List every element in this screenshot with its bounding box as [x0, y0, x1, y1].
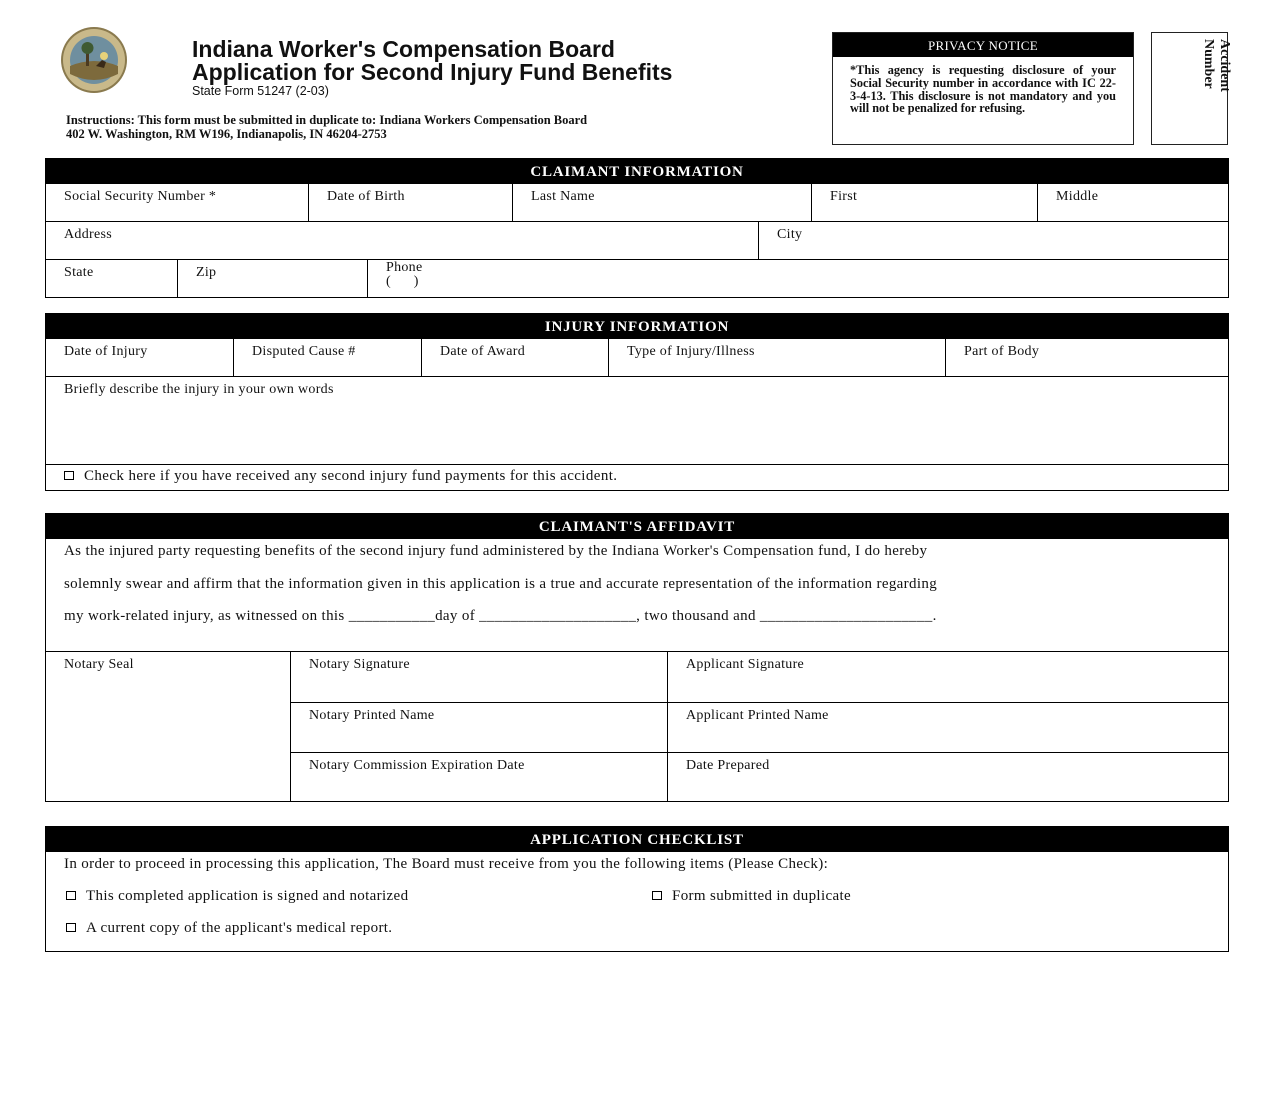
date-of-award-label: Date of Award [440, 344, 526, 359]
privacy-notice-text: *This agency is requesting disclosure of your Social Security number in accordance with IC 22-3-4-13. This disclosure is not mandatory and you will not be penalized for refusing. [850, 63, 1116, 116]
city-field[interactable] [758, 222, 1228, 259]
affidavit-line-3: my work-related injury, as witnessed on this ___________day of ____________________, two thousand and ______________________. [64, 608, 937, 624]
accident-number-label: Accident Number [1201, 39, 1232, 92]
zip-label: Zip [196, 265, 217, 280]
affidavit-signature-grid [46, 651, 1228, 801]
affidavit-line-2: solemnly swear and affirm that the information given in this application is a true and accurate representation of the information regarding [64, 576, 938, 592]
signature-fields [290, 652, 1228, 801]
claimant-information-section [45, 158, 1229, 298]
part-of-body-field[interactable] [945, 339, 1228, 376]
date-of-injury-field[interactable] [46, 339, 233, 376]
last-name-label: Last Name [531, 189, 595, 204]
claimant-information-title: CLAIMANT INFORMATION [46, 159, 1228, 184]
first-name-field[interactable] [811, 184, 1037, 221]
state-seal-logo [60, 26, 128, 94]
phone-field[interactable] [367, 260, 1228, 297]
affidavit-statement [46, 539, 1228, 652]
city-label: City [777, 227, 803, 242]
ssn-field[interactable] [46, 184, 308, 221]
payments-received-label: Check here if you have received any second injury fund payments for this accident. [84, 468, 618, 484]
form-subtitle: Application for Second Injury Fund Benefits [192, 59, 673, 85]
checklist-intro: In order to proceed in processing this application, The Board must receive from you the following items (Please Check): [64, 856, 829, 872]
claimant-row-1 [46, 184, 1228, 221]
dob-label: Date of Birth [327, 189, 405, 204]
injury-information-title: INJURY INFORMATION [46, 314, 1228, 339]
type-of-injury-label: Type of Injury/Illness [627, 344, 755, 359]
payments-received-option [46, 465, 1228, 490]
signed-notarized-checkbox[interactable] [66, 891, 76, 900]
checklist-item-duplicate [652, 888, 851, 905]
ssn-label: Social Security Number * [64, 189, 217, 204]
claimant-row-2 [46, 221, 1228, 259]
instructions-line-2: 402 W. Washington, RM W196, Indianapolis, IN 46204-2753 [66, 127, 387, 141]
claimant-affidavit-title: CLAIMANT'S AFFIDAVIT [46, 514, 1228, 539]
date-prepared-field[interactable] [667, 752, 1228, 801]
date-of-injury-label: Date of Injury [64, 344, 148, 359]
application-checklist-section [45, 826, 1229, 952]
privacy-notice-title: PRIVACY NOTICE [833, 33, 1133, 57]
claimant-affidavit-section [45, 513, 1229, 802]
duplicate-checkbox[interactable] [652, 891, 662, 900]
applicant-signature-field[interactable] [667, 652, 1228, 702]
medical-report-label: A current copy of the applicant's medical report. [86, 920, 393, 936]
privacy-notice [832, 32, 1134, 145]
signed-notarized-label: This completed application is signed and notarized [86, 888, 409, 904]
notary-signature-field[interactable] [291, 652, 667, 702]
date-of-award-field[interactable] [421, 339, 608, 376]
notary-commission-expiration-label: Notary Commission Expiration Date [309, 758, 525, 773]
checklist-item-medical-report [66, 920, 392, 937]
notary-commission-expiration-field[interactable] [291, 752, 667, 801]
medical-report-checkbox[interactable] [66, 923, 76, 932]
injury-information-section [45, 313, 1229, 491]
form-title: Indiana Worker's Compensation Board [192, 36, 615, 62]
notary-printed-name-label: Notary Printed Name [309, 708, 435, 723]
duplicate-label: Form submitted in duplicate [672, 888, 852, 904]
last-name-field[interactable] [512, 184, 811, 221]
middle-name-field[interactable] [1037, 184, 1228, 221]
claimant-row-3 [46, 259, 1228, 297]
applicant-printed-name-label: Applicant Printed Name [686, 708, 829, 723]
address-label: Address [64, 227, 112, 242]
date-prepared-label: Date Prepared [686, 758, 770, 773]
phone-area-code: ( ) [386, 274, 419, 289]
state-label: State [64, 265, 94, 280]
payments-received-row [46, 464, 1228, 490]
affidavit-line-1: As the injured party requesting benefits of the second injury fund administered by the Indiana Worker's Compensation fund, I do hereby [64, 543, 928, 559]
application-checklist-title: APPLICATION CHECKLIST [46, 827, 1228, 852]
injury-description-label: Briefly describe the injury in your own words [64, 382, 334, 397]
zip-field[interactable] [177, 260, 367, 297]
accident-number-box[interactable] [1151, 32, 1232, 145]
applicant-signature-label: Applicant Signature [686, 657, 805, 672]
instructions [66, 113, 587, 141]
first-name-label: First [830, 189, 858, 204]
injury-description-field[interactable] [46, 376, 1228, 464]
dob-field[interactable] [308, 184, 512, 221]
injury-row-1 [46, 339, 1228, 376]
type-of-injury-field[interactable] [608, 339, 945, 376]
middle-name-label: Middle [1056, 189, 1099, 204]
notary-printed-name-field[interactable] [291, 702, 667, 752]
instructions-line-1: Instructions: This form must be submitted in duplicate to: Indiana Workers Compensation Board [66, 113, 588, 127]
state-field[interactable] [46, 260, 177, 297]
checklist-item-signed-notarized [66, 888, 408, 905]
phone-label: Phone [386, 260, 423, 275]
notary-seal-label: Notary Seal [64, 657, 134, 672]
notary-seal-area[interactable] [46, 652, 290, 801]
form-number: State Form 51247 (2-03) [192, 84, 329, 98]
part-of-body-label: Part of Body [964, 344, 1040, 359]
address-field[interactable] [46, 222, 758, 259]
disputed-cause-label: Disputed Cause # [252, 344, 356, 359]
disputed-cause-field[interactable] [233, 339, 421, 376]
notary-signature-label: Notary Signature [309, 657, 410, 672]
applicant-printed-name-field[interactable] [667, 702, 1228, 752]
payments-received-checkbox[interactable] [64, 471, 74, 480]
